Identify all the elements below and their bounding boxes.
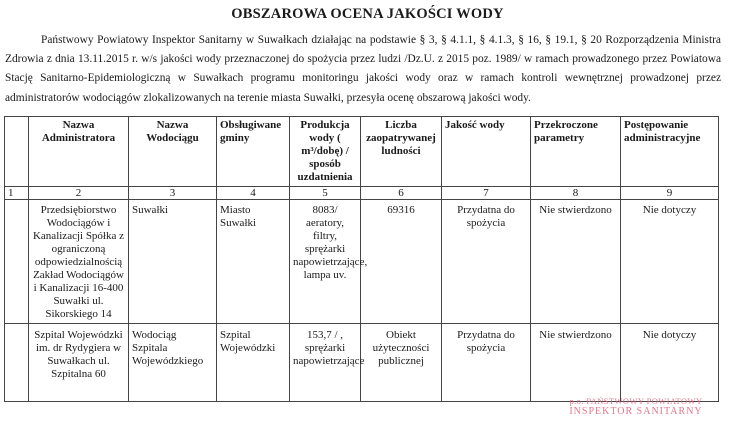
column-number: 5: [290, 187, 361, 200]
cell-exceeded-parameters: Nie stwierdzono: [531, 200, 621, 324]
column-number-row: [5, 187, 719, 200]
cell-administrator: Przedsiębiorstwo Wodociągów i Kanalizacji Spółka z ograniczoną odpowiedzialnością Zakład Wodociągów i Kanalizacji 16-400 Suwałki ul. Sikorskiego 14: [29, 200, 129, 324]
stamp-line-1: p.o. PAŃSTWOWY POWIATOWY: [569, 396, 703, 406]
cell-municipalities: Miasto Suwałki: [217, 200, 290, 324]
water-quality-table: [4, 116, 719, 402]
cell-lp: [5, 200, 29, 324]
official-stamp: [556, 397, 716, 417]
header-production: Produkcja wody ( m³/dobę) / sposób uzdatnienia: [290, 117, 361, 187]
header-municipalities: Obsługiwane gminy: [217, 117, 290, 187]
column-number: 8: [531, 187, 621, 200]
column-number: 1: [5, 187, 29, 200]
intro-paragraph: [5, 31, 721, 108]
header-waterworks: Nazwa Wodociągu: [129, 117, 217, 187]
cell-water-quality: Przydatna do spożycia: [442, 324, 531, 402]
header-water-quality: Jakość wody: [442, 117, 531, 187]
column-number: 2: [29, 187, 129, 200]
cell-water-quality: Przydatna do spożycia: [442, 200, 531, 324]
column-number: 6: [361, 187, 442, 200]
cell-production: 153,7 / , sprężarki napowietrzające: [290, 324, 361, 402]
column-number: 3: [129, 187, 217, 200]
header-exceeded-parameters: Przekroczone parametry: [531, 117, 621, 187]
cell-population: 69316: [361, 200, 442, 324]
cell-exceeded-parameters: Nie stwierdzono: [531, 324, 621, 402]
column-number: 9: [621, 187, 719, 200]
cell-production: 8083/ aeratory, filtry, sprężarki napowietrzające, lampa uv.: [290, 200, 361, 324]
cell-administrator: Szpital Wojewódzki im. dr Rydygiera w Suwałkach ul. Szpitalna 60: [29, 324, 129, 402]
document-title: OBSZAROWA OCENA JAKOŚCI WODY: [231, 6, 504, 22]
table-row: [5, 324, 719, 402]
stamp-line-2: INSPEKTOR SANITARNY: [569, 406, 703, 417]
cell-municipalities: Szpital Wojewódzki: [217, 324, 290, 402]
header-administrative-action: Postępowanie administracyjne: [621, 117, 719, 187]
intro-text: Państwowy Powiatowy Inspektor Sanitarny w Suwałkach działając na podstawie § 3, § 4.1.1, § 4.1.3, § 16, § 19.1, § 20 Rozporządzenia Ministra Zdrowia z dnia 13.11.2015 r. w/s jakości wody przeznaczonej do spożycia przez ludzi /Dz.U. z 2015 poz. 1989/ w ramach prowadzonego przez Powiatowa Stację Sanitarno-Epidemiologiczną w Suwałkach programu monitoringu jakości wody oraz w ramach kontroli wewnętrznej prowadzonej przez administratorów wodociągów zlokalizowanych na terenie miasta Suwałki, przesyła ocenę obszarową jakości wody.: [5, 34, 721, 104]
cell-waterworks: Wodociąg Szpitala Wojewódzkiego: [129, 324, 217, 402]
table-header-row: [5, 117, 719, 187]
table-row: [5, 200, 719, 324]
header-administrator: Nazwa Administratora: [29, 117, 129, 187]
header-lp: [5, 117, 29, 187]
cell-administrative-action: Nie dotyczy: [621, 200, 719, 324]
cell-administrative-action: Nie dotyczy: [621, 324, 719, 402]
column-number: 4: [217, 187, 290, 200]
cell-waterworks: Suwałki: [129, 200, 217, 324]
cell-lp: [5, 324, 29, 402]
column-number: 7: [442, 187, 531, 200]
cell-population: Obiekt użyteczności publicznej: [361, 324, 442, 402]
header-population: Liczba zaopatrywanej ludności: [361, 117, 442, 187]
